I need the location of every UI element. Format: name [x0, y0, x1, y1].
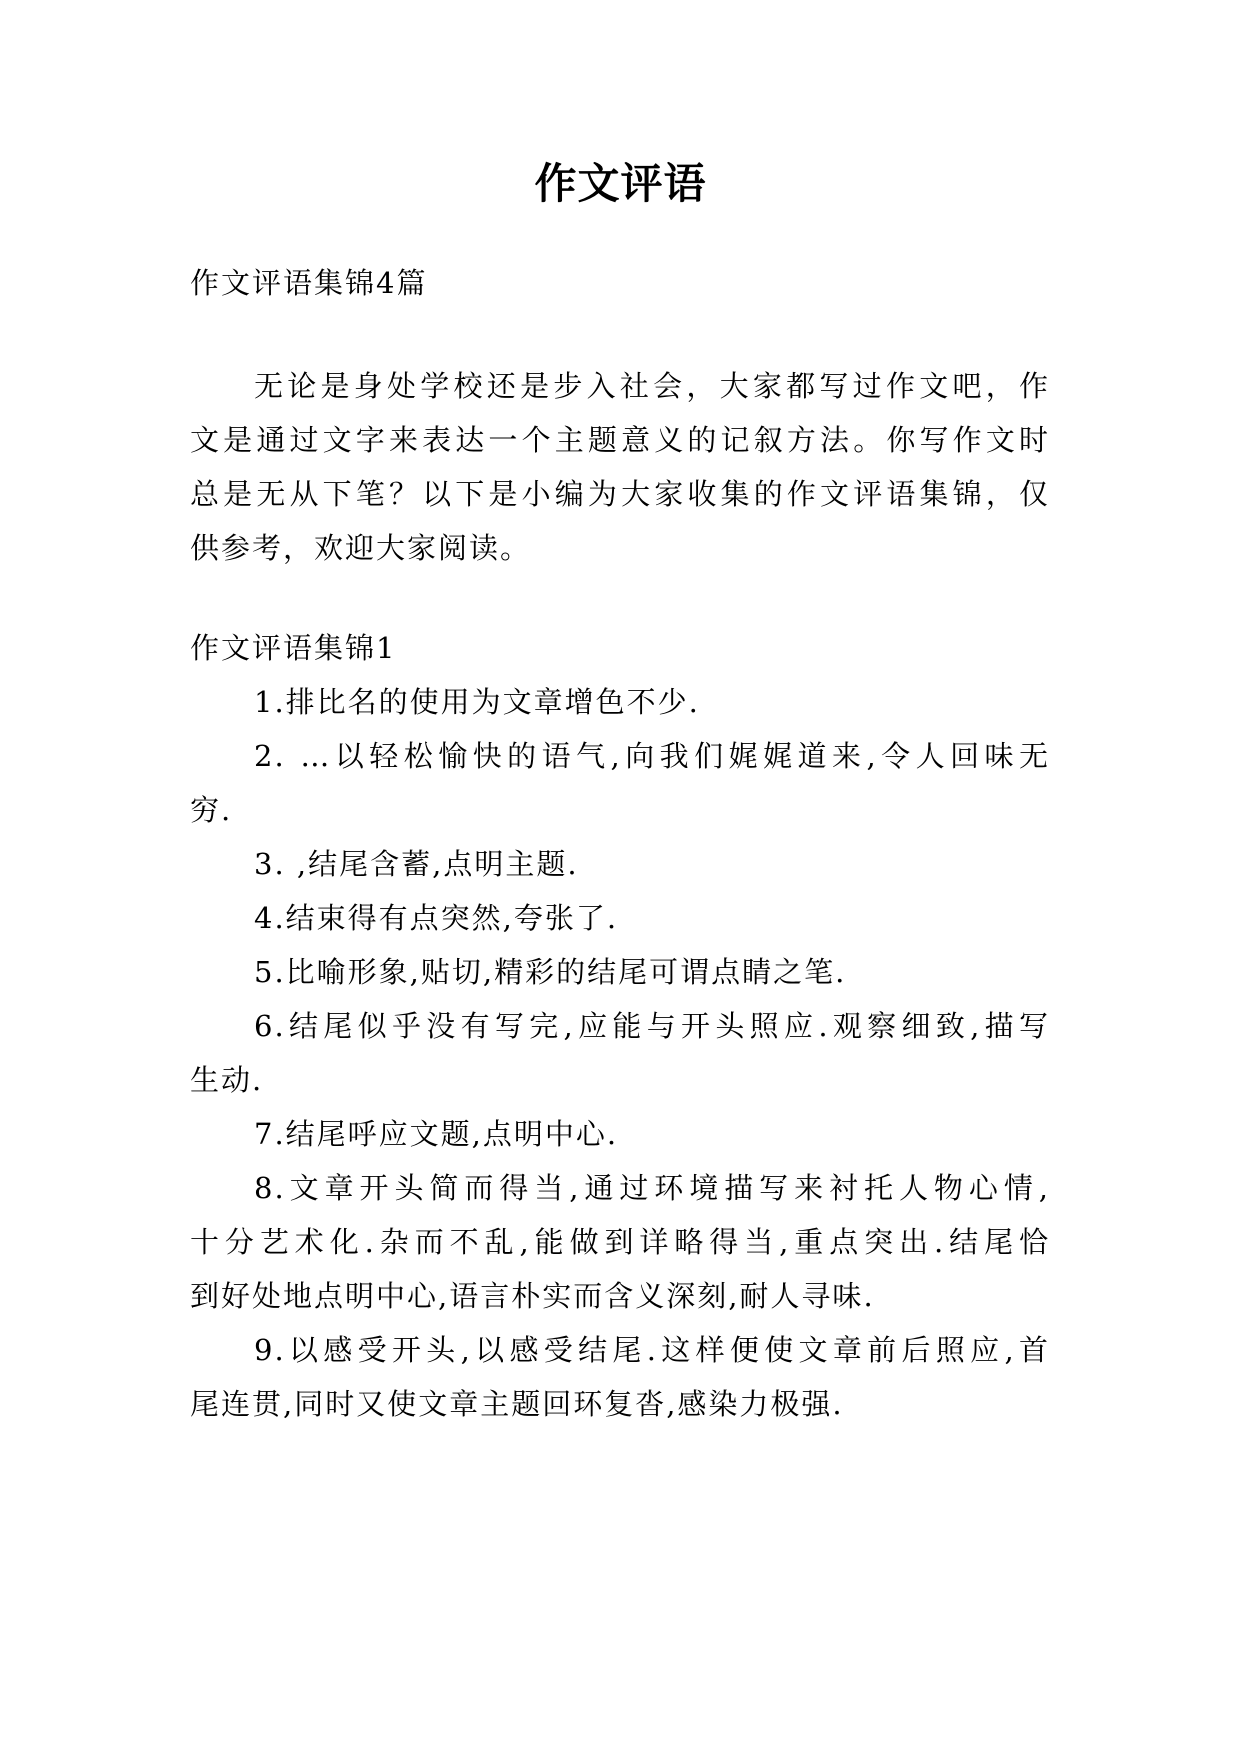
subtitle: 作文评语集锦4篇: [190, 266, 428, 300]
list-item-continuation: 穷.: [190, 793, 233, 827]
intro-line-4: 供参考，欢迎大家阅读。: [190, 531, 532, 565]
list-item-continuation: 生动.: [190, 1063, 264, 1097]
intro-line-1: 无论是身处学校还是步入社会，大家都写过作文吧，作: [254, 369, 1050, 403]
intro-line-3: 总是无从下笔？以下是小编为大家收集的作文评语集锦，仅: [190, 477, 1050, 511]
list-item-continuation: 到好处地点明中心,语言朴实而含义深刻,耐人寻味.: [190, 1279, 875, 1313]
list-item-continuation: 十分艺术化.杂而不乱,能做到详略得当,重点突出.结尾恰: [190, 1225, 1050, 1259]
list-item: 1.排比名的使用为文章增色不少.: [254, 685, 700, 719]
intro-line-2: 文是通过文字来表达一个主题意义的记叙方法。你写作文时: [190, 423, 1050, 457]
list-item: 7.结尾呼应文题,点明中心.: [254, 1117, 619, 1151]
page-title: 作文评语: [534, 159, 707, 208]
list-item: 9.以感受开头,以感受结尾.这样便使文章前后照应,首: [254, 1333, 1050, 1367]
list-item: 6.结尾似乎没有写完,应能与开头照应.观察细致,描写: [254, 1009, 1050, 1043]
list-item: 4.结束得有点突然,夸张了.: [254, 901, 619, 935]
section-heading: 作文评语集锦1: [190, 631, 397, 665]
list-item: 3. ,结尾含蓄,点明主题.: [254, 847, 579, 881]
list-item-continuation: 尾连贯,同时又使文章主题回环复沓,感染力极强.: [190, 1387, 844, 1421]
list-item: 2. …以轻松愉快的语气,向我们娓娓道来,令人回味无: [254, 739, 1050, 773]
list-item: 5.比喻形象,贴切,精彩的结尾可谓点睛之笔.: [254, 955, 847, 989]
list-item: 8.文章开头简而得当,通过环境描写来衬托人物心情,: [254, 1171, 1050, 1205]
